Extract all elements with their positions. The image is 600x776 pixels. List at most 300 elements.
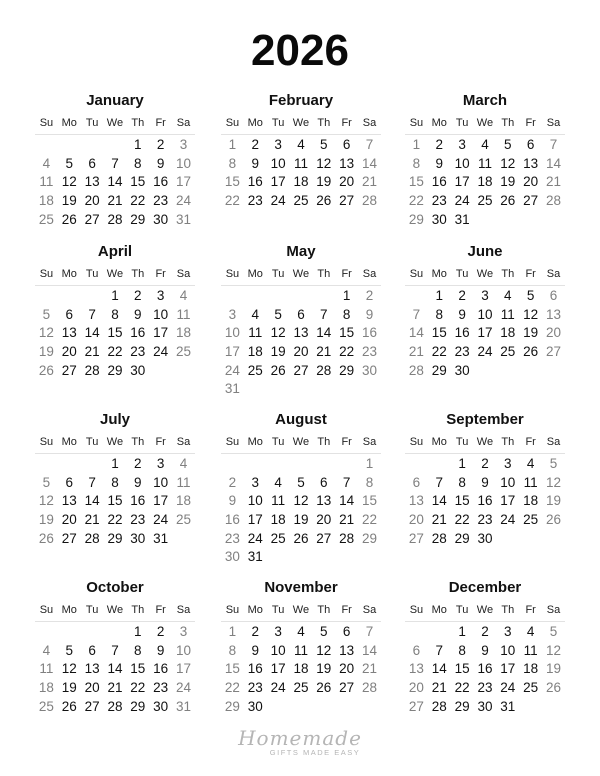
day-cell: 20 <box>61 512 77 528</box>
day-cell: 17 <box>175 174 191 190</box>
day-cell: 14 <box>316 325 332 341</box>
empty-cell <box>267 287 290 306</box>
day-cell: 22 <box>130 680 146 696</box>
weekday-label: Sa <box>362 436 377 448</box>
day-cell: 30 <box>153 698 169 714</box>
day-cell: 10 <box>477 306 493 322</box>
day-cell: 14 <box>361 155 377 171</box>
day-cell: 30 <box>247 698 263 714</box>
day-cell: 11 <box>523 474 538 490</box>
day-cell: 1 <box>134 137 142 152</box>
day-cell: 24 <box>224 362 240 378</box>
day-cell: 16 <box>247 174 263 190</box>
day-cell: 7 <box>111 155 119 171</box>
day-cell: 6 <box>549 288 558 303</box>
weekday-label: Fr <box>525 268 536 280</box>
weekday-label: Th <box>317 268 331 280</box>
day-cell: 13 <box>545 306 561 322</box>
day-cell: 28 <box>545 193 561 209</box>
weekday-label: Tu <box>455 268 469 280</box>
day-cell: 10 <box>175 642 191 658</box>
day-cell: 27 <box>293 362 309 378</box>
day-cell: 2 <box>134 456 142 471</box>
weekday-label: Sa <box>546 436 561 448</box>
day-cell: 20 <box>316 512 332 528</box>
day-cell: 6 <box>412 642 421 658</box>
empty-cell <box>35 136 58 155</box>
day-cell: 28 <box>361 680 377 696</box>
day-cell: 8 <box>435 306 444 322</box>
day-cell: 1 <box>458 624 466 639</box>
weekday-label: We <box>292 268 310 280</box>
empty-cell <box>405 455 428 474</box>
empty-cell <box>58 455 81 474</box>
day-cell: 8 <box>111 306 119 322</box>
day-cell: 4 <box>42 642 51 658</box>
day-cell: 18 <box>500 325 516 341</box>
day-cell: 4 <box>42 155 51 171</box>
day-cell: 15 <box>130 174 146 190</box>
day-cell: 25 <box>293 680 309 696</box>
day-cell: 14 <box>107 174 123 190</box>
day-cell: 6 <box>526 137 535 152</box>
day-cell: 11 <box>293 155 308 171</box>
day-cell: 9 <box>365 306 374 322</box>
day-cell: 29 <box>107 362 123 378</box>
day-cell: 12 <box>316 642 332 658</box>
day-cell: 7 <box>365 624 374 639</box>
day-cell: 23 <box>130 344 146 360</box>
day-cell: 18 <box>523 661 539 677</box>
day-cell: 26 <box>500 193 516 209</box>
day-cell: 12 <box>500 155 516 171</box>
day-cell: 21 <box>84 512 100 528</box>
weekday-label: Tu <box>85 604 99 616</box>
weekday-label: Sa <box>362 604 377 616</box>
day-cell: 21 <box>408 344 424 360</box>
day-cell: 1 <box>111 456 119 471</box>
day-cell: 8 <box>111 474 119 490</box>
day-cell: 5 <box>42 474 51 490</box>
day-cell: 23 <box>361 344 377 360</box>
day-cell: 27 <box>61 530 77 546</box>
day-cell: 14 <box>431 493 447 509</box>
day-cell: 15 <box>224 661 240 677</box>
empty-cell <box>312 287 335 306</box>
day-cell: 28 <box>84 362 100 378</box>
day-cell: 3 <box>156 288 165 303</box>
empty-cell <box>335 455 358 474</box>
day-cell: 8 <box>228 642 237 658</box>
empty-cell <box>81 455 104 474</box>
day-cell: 13 <box>339 642 355 658</box>
day-cell: 16 <box>224 512 240 528</box>
day-cell: 19 <box>38 512 54 528</box>
empty-cell <box>104 136 127 155</box>
day-cell: 28 <box>361 193 377 209</box>
day-cell: 4 <box>526 624 535 639</box>
day-cell: 2 <box>251 624 260 639</box>
weekday-label: Sa <box>546 268 561 280</box>
day-cell: 22 <box>454 680 470 696</box>
weekday-label: Su <box>39 604 54 616</box>
month-name: February <box>268 92 334 109</box>
weekday-label: Fr <box>155 117 166 129</box>
weekday-header <box>405 115 565 135</box>
weekday-header <box>405 266 565 286</box>
day-cell: 19 <box>38 344 54 360</box>
day-cell: 9 <box>134 474 142 490</box>
day-cell: 15 <box>107 493 123 509</box>
day-cell: 1 <box>228 137 237 152</box>
day-cell: 15 <box>107 325 123 341</box>
weekday-label: We <box>476 604 494 616</box>
weekday-label: Tu <box>455 436 469 448</box>
day-cell: 24 <box>153 344 169 360</box>
weekday-header <box>221 434 381 454</box>
weekday-label: Mo <box>431 117 447 129</box>
month-name: January <box>86 92 144 109</box>
day-cell: 31 <box>153 530 169 546</box>
weekday-header <box>35 266 195 286</box>
day-cell: 20 <box>339 174 355 190</box>
day-grid <box>405 623 565 716</box>
day-cell: 11 <box>176 474 191 490</box>
empty-cell <box>35 455 58 474</box>
day-cell: 8 <box>458 642 466 658</box>
day-cell: 20 <box>84 193 100 209</box>
day-cell: 18 <box>293 174 309 190</box>
day-cell: 13 <box>408 661 424 677</box>
weekday-label: Su <box>409 436 424 448</box>
month-may <box>221 243 381 399</box>
weekday-label: Su <box>225 117 240 129</box>
day-cell: 12 <box>38 493 54 509</box>
day-cell: 15 <box>224 174 240 190</box>
day-cell: 17 <box>500 661 516 677</box>
day-cell: 3 <box>228 306 237 322</box>
day-cell: 30 <box>130 362 146 378</box>
weekday-label: Mo <box>61 268 77 280</box>
day-cell: 5 <box>297 474 305 490</box>
day-cell: 4 <box>251 306 260 322</box>
month-september <box>405 411 565 548</box>
brand-logo <box>0 728 600 757</box>
day-cell: 4 <box>179 288 188 303</box>
weekday-label: Mo <box>431 436 447 448</box>
day-cell: 11 <box>271 493 286 509</box>
day-cell: 3 <box>481 288 489 303</box>
day-cell: 10 <box>500 642 516 658</box>
day-cell: 20 <box>408 512 424 528</box>
weekday-label: Th <box>317 436 331 448</box>
month-name: August <box>275 411 327 428</box>
day-cell: 5 <box>526 288 535 303</box>
day-cell: 8 <box>365 474 374 490</box>
day-cell: 26 <box>61 211 77 227</box>
day-cell: 27 <box>339 680 355 696</box>
day-cell: 10 <box>270 155 286 171</box>
day-cell: 16 <box>247 661 263 677</box>
day-cell: 7 <box>435 474 444 490</box>
day-cell: 6 <box>88 155 96 171</box>
day-cell: 6 <box>320 474 328 490</box>
day-cell: 16 <box>361 325 377 341</box>
day-cell: 18 <box>270 512 286 528</box>
weekday-label: Tu <box>271 436 285 448</box>
day-cell: 5 <box>320 624 328 639</box>
day-cell: 14 <box>431 661 447 677</box>
weekday-header <box>405 434 565 454</box>
month-october <box>35 579 195 716</box>
day-cell: 25 <box>500 344 516 360</box>
weekday-label: Tu <box>455 117 469 129</box>
weekday-label: Su <box>225 604 240 616</box>
day-grid <box>221 136 381 211</box>
day-cell: 16 <box>454 325 470 341</box>
day-grid <box>405 287 565 380</box>
weekday-label: Th <box>501 117 515 129</box>
day-cell: 14 <box>545 155 561 171</box>
day-cell: 23 <box>477 680 493 696</box>
month-january <box>35 92 195 229</box>
weekday-label: Su <box>409 604 424 616</box>
weekday-header <box>35 602 195 622</box>
day-cell: 21 <box>361 174 377 190</box>
weekday-label: We <box>106 117 124 129</box>
day-cell: 18 <box>247 344 263 360</box>
day-cell: 29 <box>361 530 377 546</box>
day-cell: 2 <box>228 474 237 490</box>
day-cell: 21 <box>107 680 123 696</box>
day-cell: 16 <box>153 174 169 190</box>
month-name: October <box>86 579 144 596</box>
weekday-label: Su <box>409 117 424 129</box>
empty-cell <box>81 287 104 306</box>
day-cell: 7 <box>435 642 444 658</box>
day-cell: 22 <box>339 344 355 360</box>
day-cell: 3 <box>274 624 282 639</box>
day-cell: 4 <box>274 474 282 490</box>
day-cell: 26 <box>38 362 54 378</box>
day-cell: 19 <box>61 680 77 696</box>
weekday-label: Su <box>409 268 424 280</box>
day-cell: 7 <box>412 306 421 322</box>
weekday-label: Su <box>39 117 54 129</box>
day-cell: 29 <box>431 362 447 378</box>
day-cell: 20 <box>339 661 355 677</box>
weekday-label: Fr <box>341 436 352 448</box>
day-cell: 18 <box>38 193 54 209</box>
day-cell: 5 <box>504 137 512 152</box>
weekday-header <box>221 602 381 622</box>
day-cell: 30 <box>361 362 377 378</box>
weekday-label: Fr <box>341 604 352 616</box>
day-cell: 29 <box>454 530 470 546</box>
day-cell: 18 <box>293 661 309 677</box>
day-cell: 10 <box>500 474 516 490</box>
day-cell: 9 <box>435 155 444 171</box>
day-cell: 3 <box>504 456 512 471</box>
day-cell: 26 <box>316 193 332 209</box>
day-cell: 9 <box>156 642 165 658</box>
day-cell: 13 <box>523 155 539 171</box>
day-cell: 22 <box>224 193 240 209</box>
day-cell: 15 <box>130 661 146 677</box>
day-cell: 14 <box>84 325 100 341</box>
day-cell: 3 <box>251 474 260 490</box>
day-cell: 26 <box>523 344 539 360</box>
day-grid <box>221 287 381 399</box>
day-cell: 6 <box>65 306 74 322</box>
day-cell: 24 <box>175 193 191 209</box>
day-cell: 27 <box>339 193 355 209</box>
day-cell: 8 <box>342 306 351 322</box>
day-cell: 3 <box>458 137 466 152</box>
day-cell: 2 <box>365 288 374 303</box>
day-cell: 12 <box>545 474 561 490</box>
day-cell: 30 <box>454 362 470 378</box>
day-cell: 13 <box>84 174 100 190</box>
day-cell: 4 <box>297 624 305 639</box>
day-cell: 7 <box>320 306 328 322</box>
day-cell: 26 <box>545 680 561 696</box>
day-cell: 19 <box>545 493 561 509</box>
weekday-label: Tu <box>85 117 99 129</box>
day-cell: 19 <box>61 193 77 209</box>
day-cell: 13 <box>61 493 77 509</box>
month-name: April <box>97 243 133 260</box>
day-cell: 5 <box>320 137 328 152</box>
day-cell: 21 <box>431 680 447 696</box>
day-cell: 6 <box>88 642 96 658</box>
day-cell: 28 <box>107 698 123 714</box>
day-cell: 28 <box>431 698 447 714</box>
day-cell: 24 <box>454 193 470 209</box>
weekday-label: Sa <box>362 117 377 129</box>
day-cell: 8 <box>458 474 466 490</box>
day-cell: 17 <box>454 174 470 190</box>
day-cell: 22 <box>361 512 377 528</box>
day-cell: 30 <box>130 530 146 546</box>
empty-cell <box>290 287 313 306</box>
day-cell: 21 <box>339 512 355 528</box>
weekday-label: Fr <box>525 117 536 129</box>
day-cell: 22 <box>431 344 447 360</box>
day-cell: 22 <box>107 344 123 360</box>
day-cell: 5 <box>549 624 558 639</box>
day-cell: 25 <box>523 512 539 528</box>
day-cell: 18 <box>477 174 493 190</box>
day-cell: 22 <box>224 680 240 696</box>
day-cell: 20 <box>408 680 424 696</box>
day-cell: 12 <box>270 325 286 341</box>
empty-cell <box>405 287 428 306</box>
weekday-label: Sa <box>176 117 191 129</box>
day-cell: 26 <box>293 530 309 546</box>
day-cell: 6 <box>65 474 74 490</box>
day-cell: 29 <box>339 362 355 378</box>
day-cell: 26 <box>38 530 54 546</box>
day-cell: 17 <box>153 325 169 341</box>
day-cell: 17 <box>247 512 263 528</box>
day-cell: 2 <box>156 137 165 152</box>
day-cell: 11 <box>39 174 54 190</box>
weekday-header <box>221 115 381 135</box>
month-name: May <box>286 243 316 260</box>
weekday-label: We <box>476 436 494 448</box>
day-cell: 29 <box>454 698 470 714</box>
month-name: March <box>462 92 508 109</box>
weekday-label: Fr <box>525 604 536 616</box>
day-cell: 3 <box>504 624 512 639</box>
empty-cell <box>35 287 58 306</box>
day-cell: 1 <box>458 456 466 471</box>
day-cell: 3 <box>179 624 188 639</box>
day-cell: 25 <box>270 530 286 546</box>
day-cell: 12 <box>523 306 539 322</box>
day-cell: 29 <box>130 211 146 227</box>
day-cell: 4 <box>504 288 512 303</box>
month-august <box>221 411 381 567</box>
day-cell: 11 <box>176 306 191 322</box>
weekday-label: We <box>476 268 494 280</box>
weekday-label: Fr <box>155 436 166 448</box>
weekday-label: Tu <box>271 268 285 280</box>
day-cell: 5 <box>42 306 51 322</box>
day-cell: 20 <box>545 325 561 341</box>
day-cell: 10 <box>454 155 470 171</box>
day-cell: 11 <box>523 642 538 658</box>
day-cell: 23 <box>247 193 263 209</box>
day-cell: 17 <box>153 493 169 509</box>
day-cell: 8 <box>228 155 237 171</box>
day-cell: 2 <box>251 137 260 152</box>
weekday-label: Th <box>131 117 145 129</box>
day-cell: 21 <box>361 661 377 677</box>
day-cell: 20 <box>61 344 77 360</box>
calendar-year-title: 2026 <box>251 26 349 75</box>
day-cell: 31 <box>247 549 263 565</box>
weekday-header <box>405 602 565 622</box>
weekday-label: Mo <box>61 117 77 129</box>
day-grid <box>35 455 195 548</box>
month-name: June <box>467 243 503 260</box>
day-cell: 30 <box>477 698 493 714</box>
month-april <box>35 243 195 380</box>
empty-cell <box>244 287 267 306</box>
day-cell: 9 <box>251 155 260 171</box>
day-cell: 24 <box>500 680 516 696</box>
logo-script-text: Homemade <box>238 726 362 750</box>
day-cell: 2 <box>481 456 489 471</box>
day-cell: 28 <box>408 362 424 378</box>
day-cell: 27 <box>84 698 100 714</box>
weekday-label: Th <box>131 268 145 280</box>
day-cell: 25 <box>523 680 539 696</box>
day-cell: 24 <box>500 512 516 528</box>
day-cell: 14 <box>361 642 377 658</box>
day-grid <box>221 455 381 567</box>
day-cell: 1 <box>111 288 119 303</box>
day-cell: 9 <box>481 474 489 490</box>
month-name: September <box>446 411 524 428</box>
day-cell: 28 <box>339 530 355 546</box>
day-cell: 16 <box>431 174 447 190</box>
day-cell: 5 <box>65 642 74 658</box>
day-cell: 19 <box>545 661 561 677</box>
day-cell: 10 <box>175 155 191 171</box>
